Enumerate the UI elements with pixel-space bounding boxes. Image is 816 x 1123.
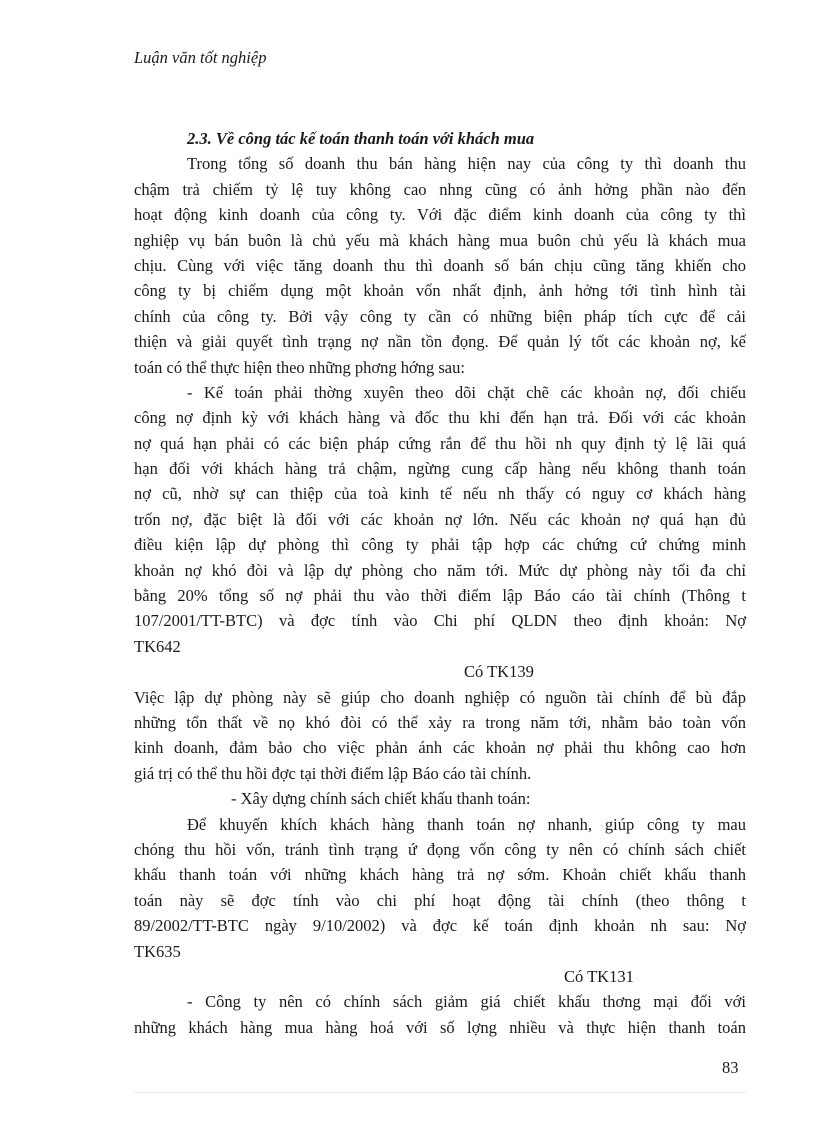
- text-line: khấu thanh toán với những khách hàng trả nợ sớm. Khoản chiết khấu thanh: [134, 865, 746, 885]
- footer-divider: [134, 1092, 746, 1093]
- text-line: khoản nợ khó đòi và lập dự phòng cho năm tới. Mức dự phòng này tối đa chỉ: [134, 560, 746, 580]
- text-line: chóng thu hồi vốn, tránh tình trạng ứ đọng vốn công ty nên có chính sách chiết: [134, 839, 746, 859]
- page-number: 83: [722, 1058, 739, 1077]
- running-header: Luận văn tốt nghiệp: [134, 48, 267, 67]
- text-line: Trong tổng số doanh thu bán hàng hiện nay của công ty thì doanh thu: [187, 154, 746, 174]
- subsection-item: - Xây dựng chính sách chiết khấu thanh toán:: [231, 789, 531, 809]
- text-line: chịu. Cùng với việc tăng doanh thu thì doanh số bán chịu cũng tăng khiến cho: [134, 255, 746, 275]
- text-line: toán có thể thực hiện theo những phơng hớng sau:: [134, 357, 465, 377]
- text-line: 89/2002/TT-BTC ngày 9/10/2002) và đợc kế toán định khoản nh sau: Nợ: [134, 916, 746, 936]
- text-line: Để khuyến khích khách hàng thanh toán nợ nhanh, giúp công ty mau: [187, 814, 746, 834]
- text-line: bằng 20% tổng số nợ phải thu vào thời điểm lập Báo cáo tài chính (Thông t: [134, 586, 746, 606]
- section-heading: 2.3. Về công tác kế toán thanh toán với khách mua: [187, 129, 535, 148]
- text-line: trốn nợ, đặc biệt là đối với các khoản nợ lớn. Nếu các khoản nợ quá hạn đủ: [134, 509, 746, 529]
- text-line: - Kế toán phải thờng xuyên theo dõi chặt chẽ các khoản nợ, đối chiếu: [187, 382, 746, 402]
- text-line: công ty bị chiếm dụng một khoản vốn nhất định, ảnh hởng tới tình hình tài: [134, 281, 746, 301]
- text-line: điều kiện lập dự phòng thì công ty phải tập hợp các chứng cứ chứng minh: [134, 535, 746, 555]
- text-line: - Công ty nên có chính sách giảm giá chiết khấu thơng mại đối với: [187, 992, 746, 1012]
- journal-entry-credit: Có TK139: [464, 662, 534, 682]
- text-line: nợ cũ, nhờ sự can thiệp của toà kinh tế nếu nh thấy có nguy cơ khách hàng: [134, 484, 746, 504]
- text-line: nghiệp vụ bán buôn là chủ yếu mà khách hàng mua buôn chủ yếu là khách mua: [134, 230, 746, 250]
- text-line: hạn đối với khách hàng trả chậm, ngừng cung cấp hàng nếu không thanh toán: [134, 459, 746, 479]
- text-line: 107/2001/TT-BTC) và đợc tính vào Chi phí QLDN theo định khoản: Nợ: [134, 611, 746, 631]
- text-line: TK642: [134, 636, 181, 656]
- text-line: Việc lập dự phòng này sẽ giúp cho doanh nghiệp có nguồn tài chính để bù đắp: [134, 687, 746, 707]
- text-line: toán này sẽ đợc tính vào chi phí hoạt động tài chính (theo thông t: [134, 890, 746, 910]
- text-line: kinh doanh, đảm bảo cho việc phản ánh các khoản nợ phải thu không cao hơn: [134, 738, 746, 758]
- text-line: hoạt động kinh doanh của công ty. Với đặc điểm kinh doanh của công ty thì: [134, 205, 746, 225]
- text-line: TK635: [134, 941, 181, 961]
- text-line: chậm trả chiếm tỷ lệ tuy không cao nhng cũng có ảnh hởng phần nào đến: [134, 179, 746, 199]
- journal-entry-credit: Có TK131: [564, 966, 634, 986]
- document-body: [134, 126, 746, 1040]
- text-line: công nợ định kỳ với khách hàng và đốc thu khi đến hạn trả. Đối với các khoản: [134, 408, 746, 428]
- text-line: những khách hàng mua hàng hoá với số lợng nhiều và thực hiện thanh toán: [134, 1017, 746, 1037]
- text-line: nợ quá hạn phải có các biện pháp cứng rắn để thu hồi nh quy định tỷ lệ lãi quá: [134, 433, 746, 453]
- text-line: những tổn thất về nọ khó đòi có thể xảy ra trong năm tới, nhằm bảo toàn vốn: [134, 712, 746, 732]
- text-line: giá trị có thể thu hồi đợc tại thời điểm lập Báo cáo tài chính.: [134, 763, 532, 783]
- text-line: chính của công ty. Bởi vậy công ty cần có những biện pháp tích cực để cải: [134, 306, 746, 326]
- text-line: thiện và giải quyết tình trạng nợ nần tồn đọng. Để quản lý tốt các khoản nợ, kế: [134, 332, 746, 352]
